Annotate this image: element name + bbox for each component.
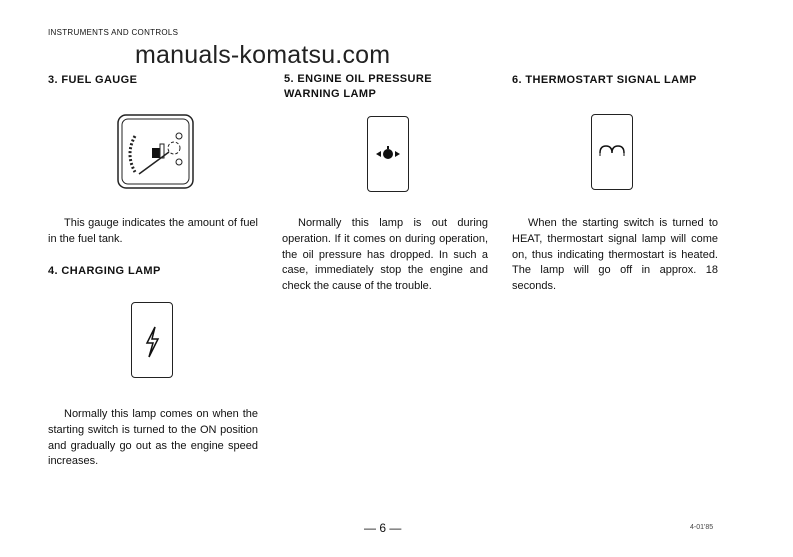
charging-lamp-title: 4. CHARGING LAMP	[48, 265, 161, 277]
oil-pressure-title: 5. ENGINE OIL PRESSURE WARNING LAMP	[284, 73, 432, 100]
oil-pressure-icon	[368, 117, 408, 191]
thermostart-text: When the starting switch is turned to HEAT, thermostart signal lamp will come on, thus indicating thermostart is heated. The lamp will go off in approx. 18 seconds.	[512, 217, 718, 293]
fuel-gauge-title: 3. FUEL GAUGE	[48, 74, 138, 86]
fuel-gauge-text: This gauge indicates the amount of fuel in the fuel tank.	[48, 217, 258, 245]
fuel-gauge-icon	[117, 114, 194, 194]
page-header: INSTRUMENTS AND CONTROLS	[48, 28, 179, 37]
lightning-icon	[132, 303, 172, 377]
doc-code: 4-01'85	[690, 524, 714, 531]
page-number: — 6 —	[364, 521, 402, 535]
charging-lamp-icon	[131, 302, 173, 378]
watermark: manuals-komatsu.com	[135, 41, 391, 69]
oil-pressure-text: Normally this lamp is out during operation. If it comes on during operation, the oil pressure has dropped. In such a case, immediately stop the engine and check the cause of the trouble.	[282, 217, 488, 293]
thermostart-lamp-icon	[591, 114, 633, 190]
thermostart-title: 6. THERMOSTART SIGNAL LAMP	[512, 74, 697, 86]
charging-lamp-text: Normally this lamp comes on when the starting switch is turned to the ON position and gradually go out as the engine speed increases.	[48, 408, 258, 468]
oil-pressure-lamp-icon	[367, 116, 409, 192]
glow-plug-icon	[592, 115, 632, 189]
